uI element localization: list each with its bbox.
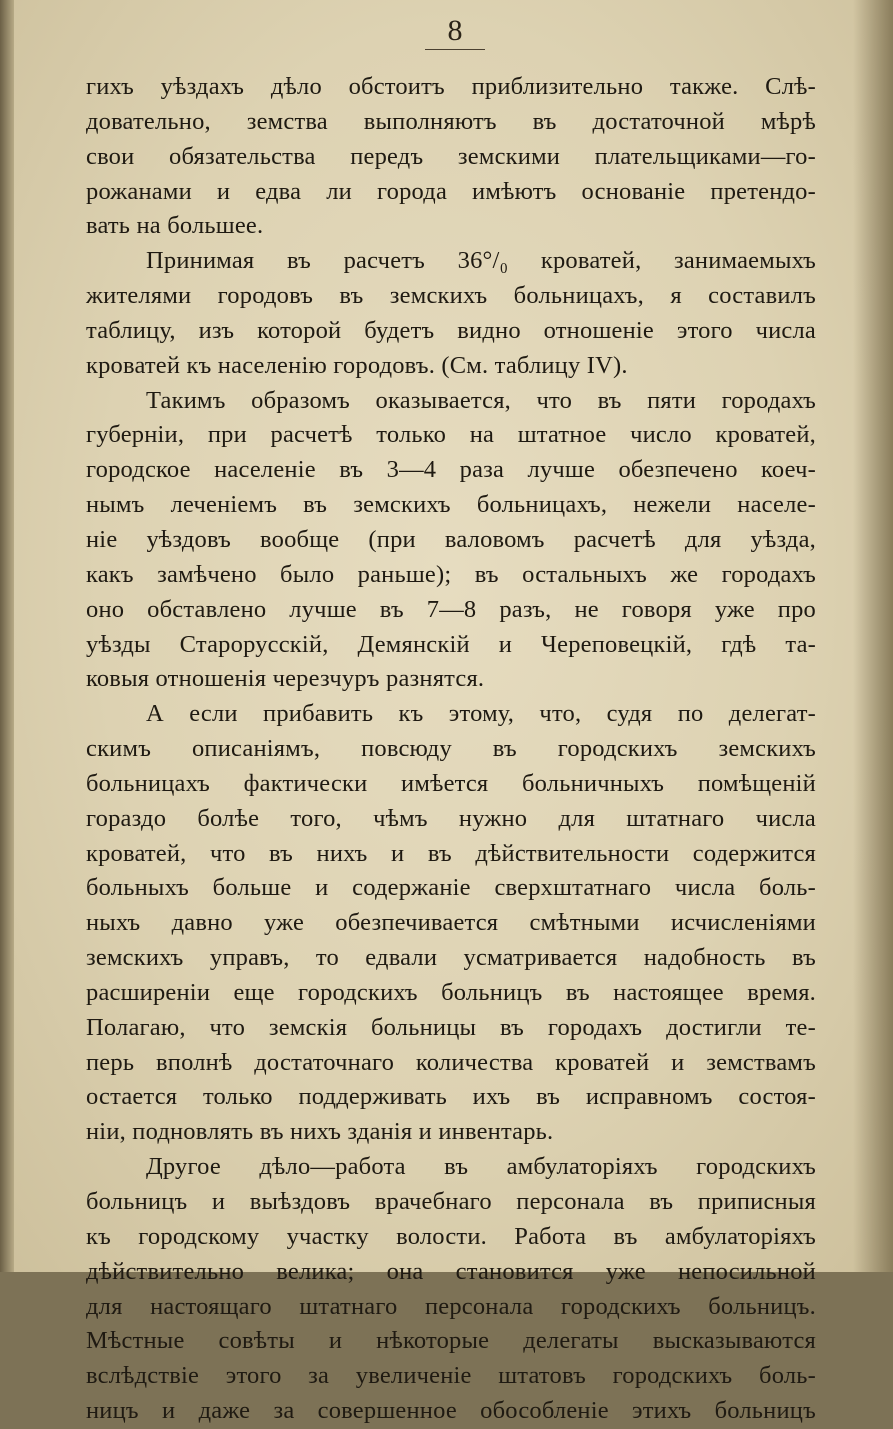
text-line: Принимая въ расчетъ 36°/₀ кроватей, занимаемыхъ — [146, 247, 816, 275]
text-line: ніи, подновлять въ нихъ зданія и инвентарь. — [86, 1118, 554, 1146]
text-line: гораздо болѣе того, чѣмъ нужно для штатнаго числа — [86, 804, 816, 832]
text-line: Полагаю, что земскія больницы въ городахъ достигли те- — [86, 1013, 816, 1041]
text-line: жителями городовъ въ земскихъ больницахъ, я составилъ — [86, 282, 816, 310]
text-line: оно обставлено лучше въ 7—8 разъ, не говоря уже про — [86, 595, 816, 623]
text-line: А если прибавить къ этому, что, судя по делегат- — [146, 700, 816, 728]
text-line: ницъ и даже за совершенное обособленіе этихъ больницъ — [86, 1397, 816, 1425]
text-line: Такимъ образомъ оказывается, что въ пяти городахъ — [146, 386, 816, 414]
text-line: губерніи, при расчетѣ только на штатное число кроватей, — [86, 421, 816, 449]
text-line: перь вполнѣ достаточнаго количества кроватей и земствамъ — [86, 1048, 816, 1076]
text-line: городское населеніе въ 3—4 раза лучше обезпечено коеч- — [86, 456, 816, 484]
text-line: вслѣдствіе этого за увеличеніе штатовъ городскихъ боль- — [86, 1362, 816, 1390]
text-line: для настоящаго штатнаго персонала городскихъ больницъ. — [86, 1292, 816, 1320]
text-line: кроватей къ населенію городовъ. (См. таблицу IV). — [86, 351, 628, 379]
text-line: вать на большее. — [86, 212, 264, 240]
text-line: свои обязательства передъ земскими плательщиками—го- — [86, 142, 816, 170]
header-rule — [425, 49, 485, 50]
text-line: рожанами и едва ли города имѣютъ основаніе претендо- — [86, 177, 816, 205]
text-line: ковыя отношенія черезчуръ разнятся. — [86, 665, 485, 693]
text-line: ныхъ давно уже обезпечивается смѣтными исчисленіями — [86, 909, 816, 937]
text-line: довательно, земства выполняютъ въ достаточной мѣрѣ — [86, 107, 816, 135]
body-text — [86, 70, 816, 1429]
text-line: остается только поддерживать ихъ въ исправномъ состоя- — [86, 1083, 816, 1111]
text-line: уѣзды Старорусскій, Демянскій и Череповецкій, гдѣ та- — [86, 630, 816, 658]
text-line: таблицу, изъ которой будетъ видно отношеніе этого числа — [86, 316, 816, 344]
text-line: больницахъ фактически имѣется больничныхъ помѣщеній — [86, 769, 816, 797]
text-line: скимъ описаніямъ, повсюду въ городскихъ земскихъ — [86, 735, 816, 763]
text-line: кроватей, что въ нихъ и въ дѣйствительности содержится — [86, 839, 816, 867]
text-line: нымъ леченіемъ въ земскихъ больницахъ, нежели населе- — [86, 491, 816, 519]
page-number: 8 — [447, 14, 463, 47]
text-line: больныхъ больше и содержаніе сверхштатнаго числа боль- — [86, 874, 816, 902]
text-line: дѣйствительно велика; она становится уже непосильной — [86, 1257, 816, 1285]
text-line: какъ замѣчено было раньше); въ остальныхъ же городахъ — [86, 560, 816, 588]
text-line: земскихъ управъ, то едвали усматривается надобность въ — [86, 944, 816, 972]
text-line: гихъ уѣздахъ дѣло обстоитъ приблизительно также. Слѣ- — [86, 73, 816, 100]
text-line: расширеніи еще городскихъ больницъ въ настоящее время. — [86, 978, 816, 1006]
text-line: Другое дѣло—работа въ амбулаторіяхъ городскихъ — [146, 1153, 816, 1181]
text-line: къ городскому участку волости. Работа въ амбулаторіяхъ — [86, 1222, 816, 1250]
text-line: больницъ и выѣздовъ врачебнаго персонала въ приписныя — [86, 1188, 816, 1215]
text-line: Мѣстные совѣты и нѣкоторые делегаты высказываются — [86, 1327, 816, 1355]
text-line: ніе уѣздовъ вообще (при валовомъ расчетѣ для уѣзда, — [86, 525, 816, 553]
